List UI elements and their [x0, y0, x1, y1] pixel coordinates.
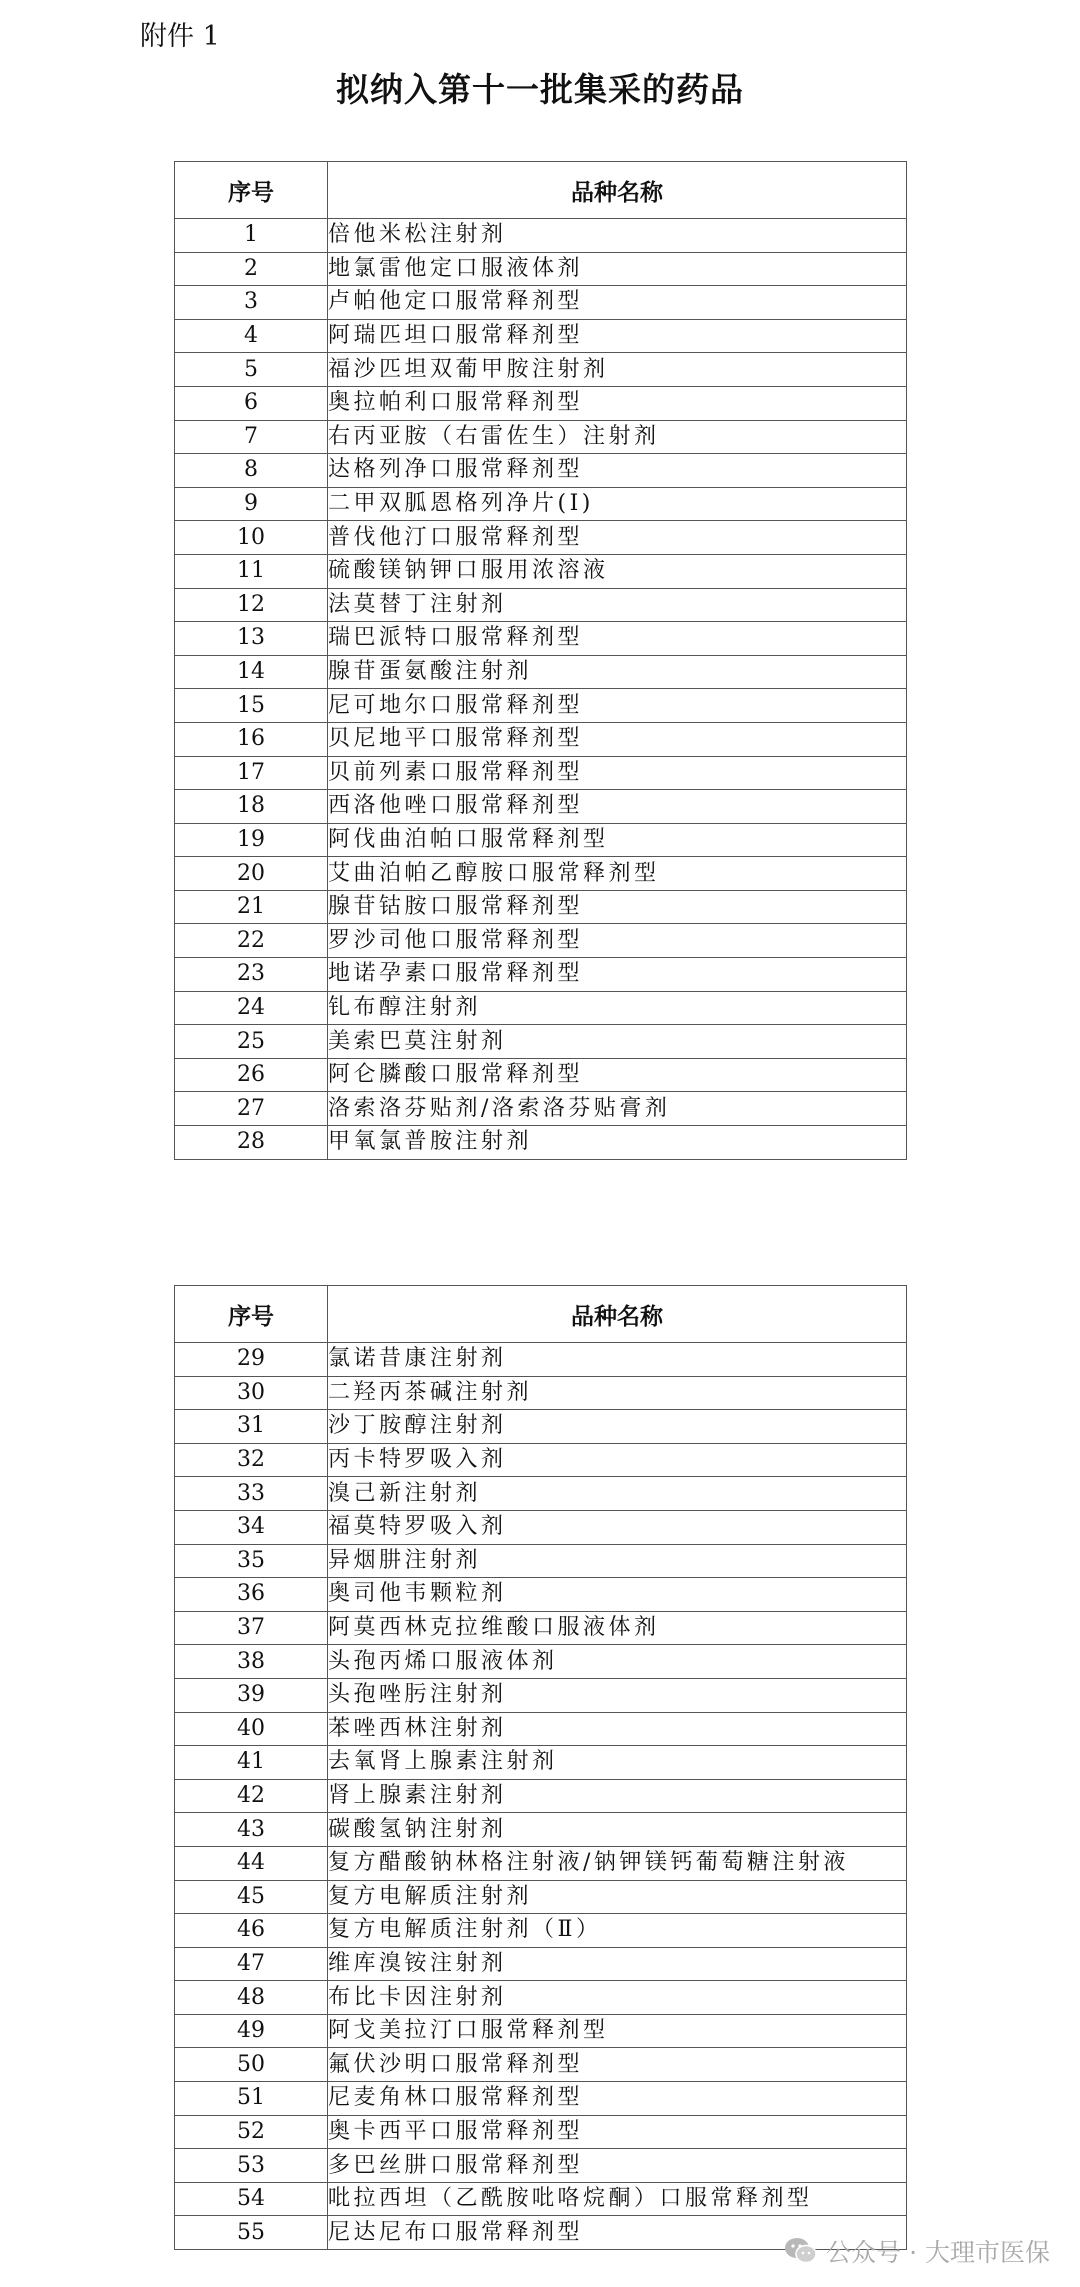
row-number: 6	[175, 386, 328, 420]
table-row	[175, 487, 907, 521]
table-row	[175, 1343, 907, 1377]
row-number: 13	[175, 622, 328, 656]
drug-name: 碳酸氢钠注射剂	[328, 1813, 907, 1847]
table-row	[175, 2182, 907, 2216]
table-row	[175, 722, 907, 756]
row-number: 39	[175, 1678, 328, 1712]
table-row	[175, 924, 907, 958]
table-row	[175, 1025, 907, 1059]
table-header-row	[175, 162, 907, 219]
row-number: 2	[175, 252, 328, 286]
row-number: 4	[175, 319, 328, 353]
row-number: 22	[175, 924, 328, 958]
row-number: 16	[175, 722, 328, 756]
drug-name: 溴己新注射剂	[328, 1477, 907, 1511]
table-row	[175, 286, 907, 320]
row-number: 25	[175, 1025, 328, 1059]
watermark	[784, 2233, 1050, 2269]
table-row	[175, 219, 907, 253]
drug-name: 洛索洛芬贴剂/洛索洛芬贴膏剂	[328, 1092, 907, 1126]
drug-name: 复方电解质注射剂（Ⅱ）	[328, 1914, 907, 1948]
table-row	[175, 622, 907, 656]
table-row	[175, 588, 907, 622]
row-number: 23	[175, 958, 328, 992]
drug-name: 氯诺昔康注射剂	[328, 1343, 907, 1377]
drug-name: 艾曲泊帕乙醇胺口服常释剂型	[328, 857, 907, 891]
table-row	[175, 386, 907, 420]
row-number: 10	[175, 521, 328, 555]
drug-name: 尼达尼布口服常释剂型	[328, 2216, 907, 2250]
drug-name: 地氯雷他定口服液体剂	[328, 252, 907, 286]
table-row	[175, 1914, 907, 1948]
table-row	[175, 991, 907, 1025]
table-row	[175, 319, 907, 353]
drug-name: 地诺孕素口服常释剂型	[328, 958, 907, 992]
drug-name: 罗沙司他口服常释剂型	[328, 924, 907, 958]
row-number: 55	[175, 2216, 328, 2250]
row-number: 51	[175, 2082, 328, 2116]
drug-name: 二羟丙茶碱注射剂	[328, 1376, 907, 1410]
table-row	[175, 1376, 907, 1410]
table-row	[175, 689, 907, 723]
table-row	[175, 353, 907, 387]
row-number: 31	[175, 1410, 328, 1444]
drug-name: 多巴丝肼口服常释剂型	[328, 2149, 907, 2183]
row-number: 18	[175, 790, 328, 824]
drug-name: 沙丁胺醇注射剂	[328, 1410, 907, 1444]
row-number: 42	[175, 1779, 328, 1813]
drug-name: 奥司他韦颗粒剂	[328, 1578, 907, 1612]
table-row	[175, 1443, 907, 1477]
table-row	[175, 1510, 907, 1544]
drug-name: 丙卡特罗吸入剂	[328, 1443, 907, 1477]
drug-name: 尼麦角林口服常释剂型	[328, 2082, 907, 2116]
row-number: 3	[175, 286, 328, 320]
row-number: 54	[175, 2182, 328, 2216]
row-number: 17	[175, 756, 328, 790]
header-number: 序号	[175, 1286, 328, 1343]
row-number: 34	[175, 1510, 328, 1544]
drug-name: 腺苷蛋氨酸注射剂	[328, 655, 907, 689]
table-row	[175, 756, 907, 790]
drug-name: 达格列净口服常释剂型	[328, 454, 907, 488]
drug-name: 尼可地尔口服常释剂型	[328, 689, 907, 723]
row-number: 29	[175, 1343, 328, 1377]
row-number: 30	[175, 1376, 328, 1410]
drug-name: 普伐他汀口服常释剂型	[328, 521, 907, 555]
drug-name: 贝前列素口服常释剂型	[328, 756, 907, 790]
row-number: 21	[175, 890, 328, 924]
drug-name: 右丙亚胺（右雷佐生）注射剂	[328, 420, 907, 454]
drug-name: 吡拉西坦（乙酰胺吡咯烷酮）口服常释剂型	[328, 2182, 907, 2216]
table-row	[175, 2014, 907, 2048]
table-row	[175, 1544, 907, 1578]
drug-name: 奥拉帕利口服常释剂型	[328, 386, 907, 420]
row-number: 7	[175, 420, 328, 454]
table-row	[175, 790, 907, 824]
drug-name: 苯唑西林注射剂	[328, 1712, 907, 1746]
drug-name: 阿伐曲泊帕口服常释剂型	[328, 823, 907, 857]
row-number: 44	[175, 1846, 328, 1880]
drug-name: 法莫替丁注射剂	[328, 588, 907, 622]
table-header-row	[175, 1286, 907, 1343]
row-number: 9	[175, 487, 328, 521]
drug-name: 维库溴铵注射剂	[328, 1947, 907, 1981]
table-row	[175, 1779, 907, 1813]
table-row	[175, 1846, 907, 1880]
drug-name: 肾上腺素注射剂	[328, 1779, 907, 1813]
table-row	[175, 1611, 907, 1645]
row-number: 8	[175, 454, 328, 488]
table-row	[175, 554, 907, 588]
row-number: 41	[175, 1746, 328, 1780]
row-number: 53	[175, 2149, 328, 2183]
drug-name: 福沙匹坦双葡甲胺注射剂	[328, 353, 907, 387]
drug-name: 去氧肾上腺素注射剂	[328, 1746, 907, 1780]
drug-name: 氟伏沙明口服常释剂型	[328, 2048, 907, 2082]
table-row	[175, 1813, 907, 1847]
table-row	[175, 1712, 907, 1746]
wechat-icon	[784, 2236, 818, 2266]
row-number: 50	[175, 2048, 328, 2082]
row-number: 36	[175, 1578, 328, 1612]
table-row	[175, 2115, 907, 2149]
drug-name: 倍他米松注射剂	[328, 219, 907, 253]
row-number: 15	[175, 689, 328, 723]
drug-name: 异烟肼注射剂	[328, 1544, 907, 1578]
row-number: 52	[175, 2115, 328, 2149]
table-row	[175, 2048, 907, 2082]
row-number: 33	[175, 1477, 328, 1511]
row-number: 5	[175, 353, 328, 387]
drug-name: 甲氧氯普胺注射剂	[328, 1126, 907, 1160]
row-number: 37	[175, 1611, 328, 1645]
table-row	[175, 521, 907, 555]
watermark-text: 公众号 · 大理市医保	[826, 2238, 1050, 2267]
row-number: 27	[175, 1092, 328, 1126]
table-row	[175, 1477, 907, 1511]
table-body	[175, 219, 907, 1160]
table-row	[175, 958, 907, 992]
drug-name: 硫酸镁钠钾口服用浓溶液	[328, 554, 907, 588]
row-number: 11	[175, 554, 328, 588]
drug-table-1	[174, 161, 907, 1160]
row-number: 12	[175, 588, 328, 622]
table-row	[175, 2149, 907, 2183]
drug-name: 福莫特罗吸入剂	[328, 1510, 907, 1544]
row-number: 40	[175, 1712, 328, 1746]
row-number: 32	[175, 1443, 328, 1477]
drug-name: 复方电解质注射剂	[328, 1880, 907, 1914]
drug-name: 二甲双胍恩格列净片(Ⅰ)	[328, 487, 907, 521]
header-number: 序号	[175, 162, 328, 219]
table-row	[175, 1645, 907, 1679]
row-number: 20	[175, 857, 328, 891]
row-number: 26	[175, 1058, 328, 1092]
table-row	[175, 857, 907, 891]
header-name: 品种名称	[328, 162, 907, 219]
table-row	[175, 1746, 907, 1780]
row-number: 49	[175, 2014, 328, 2048]
drug-table-2	[174, 1285, 907, 2250]
drug-name: 头孢唑肟注射剂	[328, 1678, 907, 1712]
drug-name: 阿瑞匹坦口服常释剂型	[328, 319, 907, 353]
header-name: 品种名称	[328, 1286, 907, 1343]
row-number: 1	[175, 219, 328, 253]
drug-name: 复方醋酸钠林格注射液/钠钾镁钙葡萄糖注射液	[328, 1846, 907, 1880]
row-number: 48	[175, 1981, 328, 2015]
row-number: 38	[175, 1645, 328, 1679]
drug-name: 美索巴莫注射剂	[328, 1025, 907, 1059]
row-number: 28	[175, 1126, 328, 1160]
table-row	[175, 454, 907, 488]
drug-name: 奥卡西平口服常释剂型	[328, 2115, 907, 2149]
table-row	[175, 1058, 907, 1092]
drug-name: 卢帕他定口服常释剂型	[328, 286, 907, 320]
drug-name: 头孢丙烯口服液体剂	[328, 1645, 907, 1679]
table-row	[175, 655, 907, 689]
row-number: 43	[175, 1813, 328, 1847]
drug-name: 腺苷钴胺口服常释剂型	[328, 890, 907, 924]
table-row	[175, 823, 907, 857]
table-row	[175, 1092, 907, 1126]
table-row	[175, 1410, 907, 1444]
document-title: 拟纳入第十一批集采的药品	[336, 70, 744, 109]
table-row	[175, 1880, 907, 1914]
table-row	[175, 1678, 907, 1712]
drug-name: 钆布醇注射剂	[328, 991, 907, 1025]
drug-name: 阿戈美拉汀口服常释剂型	[328, 2014, 907, 2048]
row-number: 14	[175, 655, 328, 689]
row-number: 19	[175, 823, 328, 857]
table-body	[175, 1343, 907, 2250]
row-number: 47	[175, 1947, 328, 1981]
row-number: 45	[175, 1880, 328, 1914]
drug-name: 瑞巴派特口服常释剂型	[328, 622, 907, 656]
drug-name: 贝尼地平口服常释剂型	[328, 722, 907, 756]
row-number: 35	[175, 1544, 328, 1578]
table-row	[175, 252, 907, 286]
drug-name: 阿莫西林克拉维酸口服液体剂	[328, 1611, 907, 1645]
table-row	[175, 1981, 907, 2015]
drug-name: 布比卡因注射剂	[328, 1981, 907, 2015]
drug-name: 西洛他唑口服常释剂型	[328, 790, 907, 824]
table-row	[175, 1126, 907, 1160]
attachment-label: 附件 1	[140, 21, 220, 52]
table-row	[175, 1947, 907, 1981]
row-number: 24	[175, 991, 328, 1025]
table-row	[175, 1578, 907, 1612]
drug-name: 阿仑膦酸口服常释剂型	[328, 1058, 907, 1092]
table-row	[175, 2082, 907, 2116]
table-row	[175, 420, 907, 454]
row-number: 46	[175, 1914, 328, 1948]
table-row	[175, 890, 907, 924]
